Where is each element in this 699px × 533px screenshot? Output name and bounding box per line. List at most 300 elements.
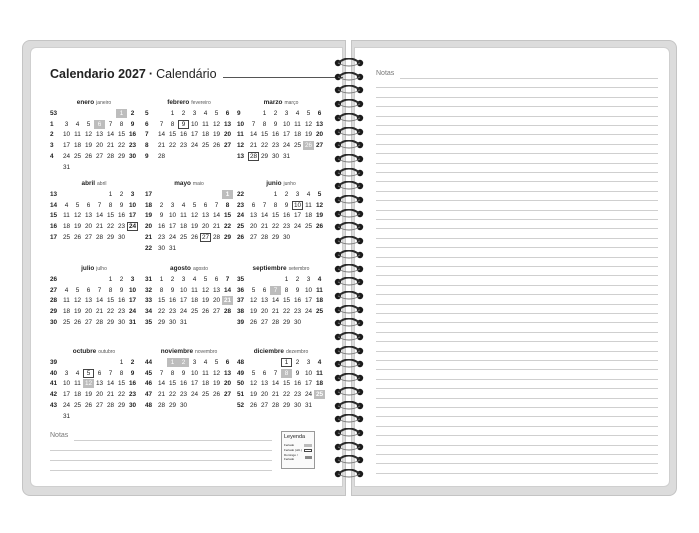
day-cell: 6 xyxy=(94,120,105,129)
day-cell: 21 xyxy=(157,391,166,399)
day-cell: 8 xyxy=(284,286,289,294)
day-cell: 24 xyxy=(128,308,137,316)
spiral-ring xyxy=(333,373,365,383)
day-cell: 3 xyxy=(130,190,135,198)
day-cell: 1 xyxy=(170,109,175,117)
note-line xyxy=(376,416,658,417)
day-cell: 15 xyxy=(106,297,115,305)
day-cell: 4 xyxy=(75,120,80,128)
day-cell: 17 xyxy=(128,297,137,305)
note-line xyxy=(376,473,658,474)
day-cell xyxy=(72,358,83,367)
day-cell: 6 xyxy=(86,286,91,294)
day-cell xyxy=(178,244,189,253)
day-cell: 31 xyxy=(179,319,188,327)
day-cell: 8 xyxy=(119,369,124,377)
note-line xyxy=(376,351,658,352)
legend-title: Leyenda xyxy=(284,434,306,440)
day-cell: 7 xyxy=(270,286,281,295)
day-cell: 8 xyxy=(170,120,175,128)
note-line xyxy=(376,379,658,380)
day-cell: 4 xyxy=(203,358,208,366)
note-line xyxy=(376,257,658,258)
month-name: julio xyxy=(81,265,95,272)
day-cell xyxy=(167,152,178,161)
day-cell: 21 xyxy=(157,142,166,150)
day-cell: 29 xyxy=(117,153,126,161)
month-name-alt: novembro xyxy=(195,349,218,355)
day-cell xyxy=(61,358,72,367)
spiral-ring xyxy=(333,85,365,95)
legend-item-label: Feriado xyxy=(284,443,295,447)
day-cell: 10 xyxy=(304,286,313,294)
spiral-ring xyxy=(333,236,365,246)
day-cell: 25 xyxy=(190,308,199,316)
day-cell: 15 xyxy=(106,212,115,220)
day-cell: 22 xyxy=(282,308,291,316)
day-cell: 1 xyxy=(273,190,278,198)
note-line xyxy=(400,78,658,79)
day-cell xyxy=(303,318,314,327)
spiral-ring xyxy=(333,222,365,232)
month-header xyxy=(237,348,325,357)
week-number: 27 xyxy=(50,286,58,294)
day-cell: 11 xyxy=(202,120,209,128)
day-cell: 10 xyxy=(179,286,188,294)
day-cell xyxy=(105,358,116,367)
note-line xyxy=(376,332,658,333)
day-cell: 26 xyxy=(304,142,313,150)
day-cell: 5 xyxy=(203,275,208,283)
day-cell: 22 xyxy=(157,308,166,316)
day-cell xyxy=(189,401,200,410)
day-cell: 2 xyxy=(170,275,175,283)
day-cell: 18 xyxy=(304,212,313,220)
day-cell: 14 xyxy=(157,131,166,139)
week-number: 13 xyxy=(50,190,58,198)
day-cell: 2 xyxy=(295,358,300,366)
day-cell: 19 xyxy=(212,380,221,388)
day-cell: 28 xyxy=(271,319,280,327)
day-cell: 24 xyxy=(190,142,199,150)
day-cell: 2 xyxy=(119,190,124,198)
week-number: 9 xyxy=(237,109,241,117)
week-number: 22 xyxy=(145,244,153,252)
spiral-ring xyxy=(333,414,365,424)
day-cell: 18 xyxy=(73,391,82,399)
day-cell: 3 xyxy=(170,201,175,209)
day-cell: 29 xyxy=(106,319,115,327)
month-name: diciembre xyxy=(253,348,284,355)
note-line xyxy=(376,322,658,323)
day-cell: 27 xyxy=(201,234,210,242)
day-cell: 28 xyxy=(95,234,104,242)
day-cell: 13 xyxy=(201,212,210,220)
week-row xyxy=(237,140,325,151)
day-cell: 26 xyxy=(84,153,93,161)
week-row xyxy=(237,389,325,400)
month-header xyxy=(50,265,138,274)
day-cell: 4 xyxy=(317,275,322,283)
day-cell: 19 xyxy=(249,391,258,399)
day-cell: 27 xyxy=(212,308,221,316)
week-number: 47 xyxy=(145,391,153,399)
day-cell: 9 xyxy=(181,369,186,377)
day-cell: 22 xyxy=(260,142,269,150)
week-row xyxy=(237,130,325,141)
day-cell: 9 xyxy=(119,201,124,209)
note-line xyxy=(376,454,658,455)
day-cell xyxy=(94,412,105,421)
day-cell: 21 xyxy=(106,142,115,150)
month-header xyxy=(145,265,233,274)
day-cell: 13 xyxy=(84,212,93,220)
week-row xyxy=(237,285,325,296)
week-number: 33 xyxy=(145,297,153,305)
day-cell xyxy=(314,401,325,410)
day-cell: 4 xyxy=(317,358,322,366)
spiral-ring xyxy=(333,140,365,150)
week-number: 32 xyxy=(145,286,153,294)
note-line xyxy=(376,247,658,248)
day-cell: 10 xyxy=(62,380,71,388)
day-cell xyxy=(61,109,72,118)
spiral-ring xyxy=(333,305,365,315)
day-cell: 13 xyxy=(223,120,232,128)
spiral-ring xyxy=(333,181,365,191)
day-cell: 23 xyxy=(293,308,302,316)
month-febrero xyxy=(145,99,233,162)
day-cell: 27 xyxy=(95,153,104,161)
week-number: 11 xyxy=(237,131,244,139)
day-cell xyxy=(72,109,83,118)
week-number: 6 xyxy=(145,120,149,128)
day-cell: 5 xyxy=(251,286,256,294)
day-cell: 31 xyxy=(304,402,313,410)
week-row xyxy=(50,211,138,222)
day-cell: 23 xyxy=(271,142,280,150)
week-number xyxy=(50,163,61,172)
day-cell: 20 xyxy=(260,308,269,316)
day-cell: 11 xyxy=(180,212,187,220)
day-cell: 28 xyxy=(106,402,115,410)
day-cell xyxy=(127,412,138,421)
week-number: 48 xyxy=(145,402,153,410)
title-bold: Calendario 2027 xyxy=(50,67,146,81)
day-cell: 23 xyxy=(179,142,188,150)
day-cell: 2 xyxy=(273,109,278,117)
day-cell: 17 xyxy=(190,380,199,388)
day-cell: 17 xyxy=(282,131,291,139)
day-cell: 15 xyxy=(271,212,280,220)
week-row xyxy=(145,189,233,200)
day-cell: 7 xyxy=(225,275,230,283)
month-septiembre xyxy=(237,265,325,328)
week-number: 22 xyxy=(237,190,245,198)
month-marzo xyxy=(237,99,325,162)
day-cell: 12 xyxy=(212,369,221,377)
day-cell: 6 xyxy=(97,369,102,377)
day-cell xyxy=(314,233,325,242)
day-cell: 14 xyxy=(106,380,115,388)
day-cell xyxy=(116,412,127,421)
day-cell: 17 xyxy=(304,380,313,388)
day-cell: 11 xyxy=(191,286,198,294)
day-cell: 30 xyxy=(168,319,177,327)
day-cell: 9 xyxy=(130,369,135,377)
day-cell: 25 xyxy=(201,142,210,150)
week-row xyxy=(145,232,233,243)
day-cell: 4 xyxy=(306,190,311,198)
day-cell: 27 xyxy=(260,402,269,410)
day-cell: 30 xyxy=(157,244,166,252)
note-line xyxy=(376,398,658,399)
day-cell: 21 xyxy=(249,142,258,150)
day-cell: 13 xyxy=(95,131,104,139)
day-cell: 12 xyxy=(249,297,258,305)
day-cell: 26 xyxy=(73,234,82,242)
day-cell: 1 xyxy=(116,109,127,118)
day-cell xyxy=(211,318,222,327)
day-cell: 31 xyxy=(62,163,71,171)
day-cell xyxy=(248,190,259,199)
note-line xyxy=(376,435,658,436)
week-row xyxy=(237,296,325,307)
day-cell: 21 xyxy=(212,223,221,231)
week-row xyxy=(237,221,325,232)
week-number: 48 xyxy=(237,358,245,366)
week-number: 18 xyxy=(145,201,153,209)
day-cell: 28 xyxy=(260,234,269,242)
day-cell: 5 xyxy=(214,109,219,117)
note-line xyxy=(74,440,272,441)
note-line xyxy=(376,445,658,446)
day-cell: 28 xyxy=(157,153,166,161)
day-cell xyxy=(259,190,270,199)
day-cell: 13 xyxy=(260,297,269,305)
day-cell: 22 xyxy=(117,142,126,150)
day-cell: 3 xyxy=(306,358,311,366)
day-cell xyxy=(211,152,222,161)
month-name-alt: janeiro xyxy=(96,100,112,106)
day-cell xyxy=(72,163,83,172)
week-row xyxy=(50,140,138,151)
day-cell: 3 xyxy=(306,275,311,283)
day-cell: 4 xyxy=(75,369,80,377)
spiral-ring xyxy=(333,428,365,438)
day-cell: 12 xyxy=(249,380,258,388)
day-cell: 8 xyxy=(108,201,113,209)
day-cell: 31 xyxy=(128,319,137,327)
week-number: 53 xyxy=(50,109,58,117)
spiral-ring xyxy=(333,346,365,356)
month-name-alt: fevereiro xyxy=(191,100,211,106)
legend-box xyxy=(281,431,315,469)
week-number: 17 xyxy=(145,190,153,198)
week-number: 12 xyxy=(237,142,245,150)
day-cell xyxy=(83,358,94,367)
day-cell: 3 xyxy=(64,120,69,128)
legend-swatch xyxy=(305,456,312,459)
day-cell: 23 xyxy=(117,308,126,316)
spiral-ring xyxy=(333,72,365,82)
day-cell: 22 xyxy=(223,223,232,231)
day-cell: 26 xyxy=(212,142,221,150)
day-cell: 21 xyxy=(271,308,280,316)
day-cell xyxy=(105,412,116,421)
day-cell: 14 xyxy=(260,212,269,220)
day-cell: 18 xyxy=(190,297,199,305)
day-cell: 9 xyxy=(170,286,175,294)
spiral-ring xyxy=(333,291,365,301)
month-agosto xyxy=(145,265,233,328)
day-cell: 6 xyxy=(203,201,208,209)
day-cell: 22 xyxy=(106,223,115,231)
day-cell: 2 xyxy=(284,190,289,198)
month-name-alt: março xyxy=(284,100,299,106)
note-line xyxy=(376,191,658,192)
month-noviembre xyxy=(145,348,233,411)
day-cell: 16 xyxy=(179,131,188,139)
day-cell: 1 xyxy=(159,275,164,283)
week-number: 35 xyxy=(145,319,153,327)
day-cell: 20 xyxy=(260,391,269,399)
day-cell xyxy=(200,401,211,410)
day-cell: 29 xyxy=(106,234,115,242)
legend-item xyxy=(284,443,312,447)
week-number: 31 xyxy=(145,275,153,283)
month-name-alt: julho xyxy=(96,266,107,272)
spiral-ring xyxy=(333,455,365,465)
day-cell: 16 xyxy=(128,131,137,139)
month-header xyxy=(145,348,233,357)
week-row xyxy=(237,232,325,243)
title-light: Calendário xyxy=(156,67,217,81)
week-row xyxy=(50,296,138,307)
spiral-ring xyxy=(333,127,365,137)
day-cell: 14 xyxy=(212,212,221,220)
day-cell: 13 xyxy=(95,380,104,388)
day-cell: 8 xyxy=(108,286,113,294)
legend-swatch xyxy=(304,449,312,452)
note-line xyxy=(376,125,658,126)
day-cell: 1 xyxy=(108,190,113,198)
day-cell: 15 xyxy=(117,380,126,388)
note-line xyxy=(376,463,658,464)
day-cell: 15 xyxy=(282,380,291,388)
month-name: septiembre xyxy=(252,265,287,272)
day-cell: 12 xyxy=(212,120,221,128)
week-row xyxy=(145,379,233,390)
week-number: 19 xyxy=(145,212,153,220)
day-cell: 7 xyxy=(273,369,278,377)
day-cell: 26 xyxy=(315,223,324,231)
note-line xyxy=(376,275,658,276)
week-row xyxy=(145,285,233,296)
note-line xyxy=(376,106,658,107)
day-cell: 30 xyxy=(128,153,137,161)
note-line xyxy=(376,153,658,154)
month-diciembre xyxy=(237,348,325,411)
day-cell: 2 xyxy=(159,201,164,209)
week-row xyxy=(50,317,138,328)
week-number: 20 xyxy=(145,223,153,231)
notes-section-left xyxy=(50,432,272,439)
day-cell: 20 xyxy=(315,131,324,139)
note-line xyxy=(376,210,658,211)
spiral-ring xyxy=(333,250,365,260)
day-cell: 19 xyxy=(73,223,82,231)
spiral-ring xyxy=(333,359,365,369)
day-cell: 9 xyxy=(159,212,164,220)
right-page xyxy=(354,47,670,487)
week-number: 49 xyxy=(237,369,245,377)
day-cell: 2 xyxy=(295,275,300,283)
month-mayo xyxy=(145,180,233,254)
week-number: 25 xyxy=(237,223,245,231)
day-cell: 14 xyxy=(157,380,166,388)
day-cell: 21 xyxy=(95,223,104,231)
day-cell: 9 xyxy=(130,120,135,128)
day-cell: 3 xyxy=(181,275,186,283)
month-name: octubre xyxy=(72,348,97,355)
day-cell: 24 xyxy=(190,391,199,399)
week-row xyxy=(50,306,138,317)
notes-label-left: Notas xyxy=(50,432,69,439)
day-cell: 22 xyxy=(117,391,126,399)
day-cell: 6 xyxy=(262,369,267,377)
day-cell: 5 xyxy=(75,201,80,209)
week-row xyxy=(145,108,233,119)
week-row xyxy=(145,389,233,400)
day-cell: 19 xyxy=(190,223,199,231)
day-cell: 9 xyxy=(178,120,189,129)
day-cell: 19 xyxy=(84,142,93,150)
note-line xyxy=(376,172,658,173)
day-cell: 17 xyxy=(62,142,71,150)
day-cell: 20 xyxy=(201,223,210,231)
day-cell xyxy=(156,190,167,199)
day-cell: 10 xyxy=(293,201,302,209)
day-cell: 24 xyxy=(304,391,313,399)
day-cell: 16 xyxy=(293,297,302,305)
week-number xyxy=(50,412,61,421)
week-number: 29 xyxy=(50,308,58,316)
day-cell: 16 xyxy=(293,380,302,388)
week-number: 26 xyxy=(50,275,58,283)
day-cell: 19 xyxy=(249,308,258,316)
day-cell: 10 xyxy=(128,201,137,209)
day-cell: 22 xyxy=(168,142,177,150)
day-cell: 28 xyxy=(249,153,258,161)
day-cell: 30 xyxy=(117,234,126,242)
title-separator: · xyxy=(148,67,154,81)
week-row xyxy=(237,211,325,222)
day-cell xyxy=(94,163,105,172)
day-cell xyxy=(222,318,233,327)
note-line xyxy=(376,238,658,239)
day-cell: 24 xyxy=(179,308,188,316)
title-rule xyxy=(223,77,343,78)
week-row xyxy=(50,357,138,368)
day-cell: 11 xyxy=(202,369,209,377)
day-cell: 3 xyxy=(64,369,69,377)
week-row xyxy=(145,140,233,151)
day-cell: 4 xyxy=(181,201,186,209)
day-cell: 5 xyxy=(192,201,197,209)
spiral-ring xyxy=(333,209,365,219)
day-cell: 11 xyxy=(316,369,323,377)
